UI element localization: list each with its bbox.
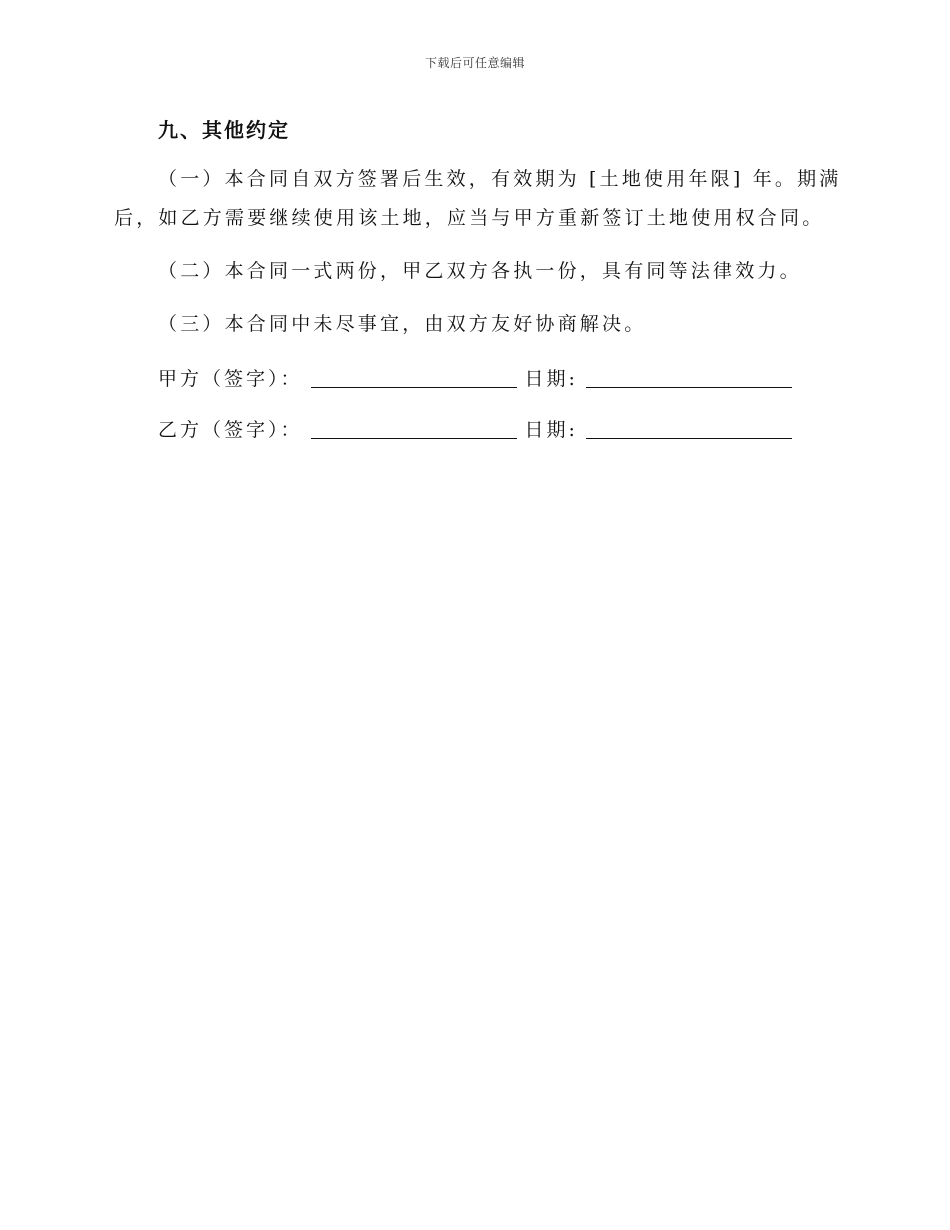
party-a-date-line — [586, 367, 792, 388]
party-a-signature-line — [311, 367, 517, 388]
party-a-date-label: 日期: — [524, 368, 578, 390]
clause-2-line-1: （二）本合同一式两份，甲乙双方各执一份，具有同等法律效力。 — [158, 260, 802, 282]
clause-3-line-1: （三）本合同中未尽事宜，由双方友好协商解决。 — [158, 313, 647, 335]
section-title: 九、其他约定 — [158, 118, 290, 142]
clause-1 — [114, 160, 842, 238]
clause-2 — [114, 252, 814, 291]
party-b-date-label: 日期: — [524, 419, 578, 441]
signature-row-party-b — [158, 415, 800, 442]
party-a-label: 甲方（签字）： — [158, 368, 303, 390]
clause-3 — [114, 305, 814, 344]
party-b-signature-line — [311, 418, 517, 439]
clause-1-line-1: （一）本合同自双方签署后生效，有效期为 [土地使用年限] 年。期满 — [158, 168, 842, 190]
party-b-date-line — [586, 418, 792, 439]
party-b-label: 乙方（签字）： — [158, 419, 303, 441]
clause-1-line-2: 后，如乙方需要继续使用该土地，应当与甲方重新签订土地使用权合同。 — [114, 207, 825, 229]
page-header: 下载后可任意编辑 — [424, 56, 525, 70]
signature-row-party-a — [158, 364, 800, 391]
